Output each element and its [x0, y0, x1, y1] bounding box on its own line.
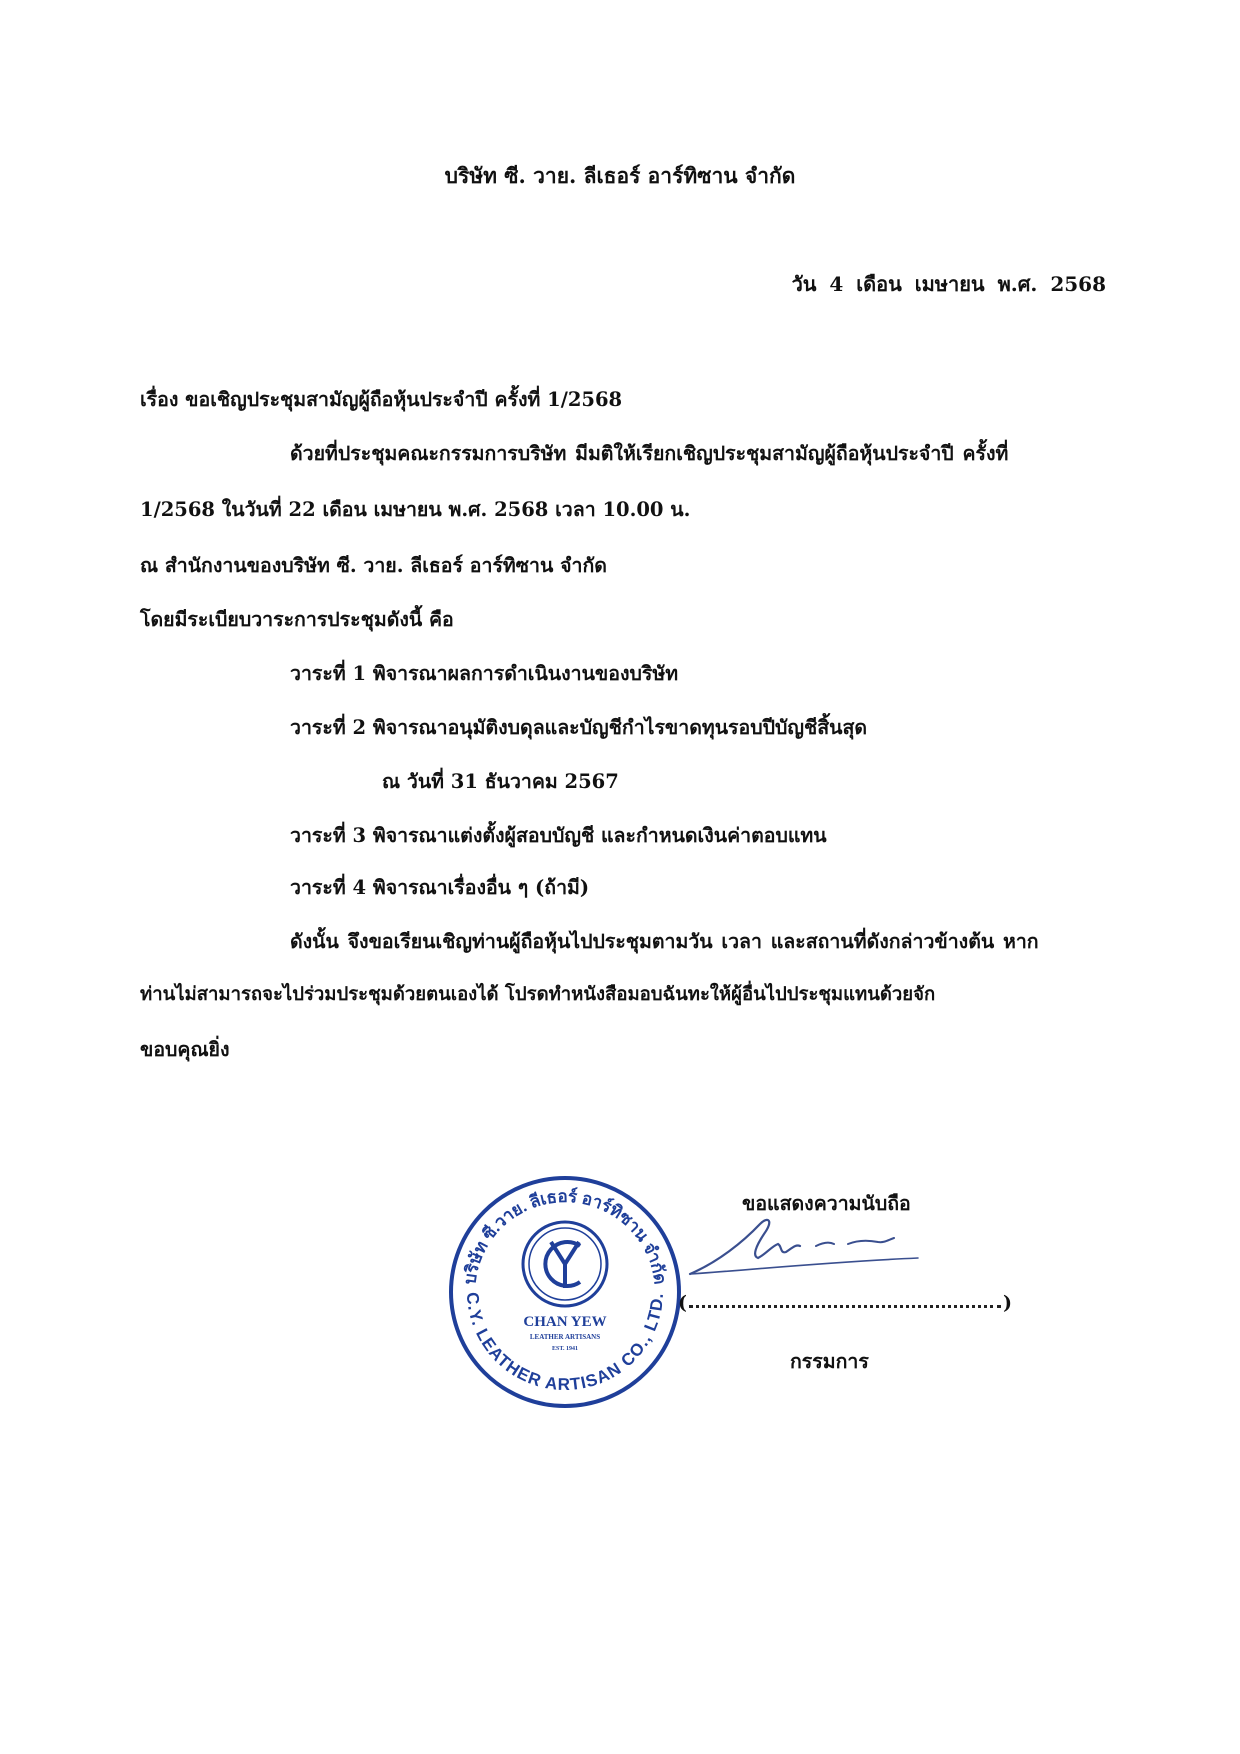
- company-title: บริษัท ซี. วาย. ลีเธอร์ อาร์ทิซาน จำกัด: [444, 163, 796, 188]
- letter-date: วัน 4 เดือน เมษายน พ.ศ. 2568: [791, 272, 1106, 296]
- body-line-4: โดยมีระเบียบวาระการประชุมดังนี้ คือ: [140, 608, 454, 631]
- agenda-item-2: วาระที่ 2 พิจารณาอนุมัติงบดุลและบัญชีกำไรขาดทุนรอบปีบัญชีสิ้นสุด: [290, 716, 868, 739]
- sign-off: ขอแสดงความนับถือ: [742, 1192, 911, 1215]
- agenda-item-2-cont: ณ วันที่ 31 ธันวาคม 2567: [382, 770, 619, 793]
- agenda-item-1: วาระที่ 1 พิจารณาผลการดำเนินงานของบริษัท: [290, 662, 679, 685]
- subject-line: เรื่อง ขอเชิญประชุมสามัญผู้ถือหุ้นประจำปี ครั้งที่ 1/2568: [140, 388, 623, 411]
- closing-line-2: ท่านไม่สามารถจะไปร่วมประชุมด้วยตนเองได้ โปรดทำหนังสือมอบฉันทะให้ผู้อื่นไปประชุมแทนด้วยจัก: [140, 984, 936, 1005]
- body-line-2: 1/2568 ในวันที่ 22 เดือน เมษายน พ.ศ. 2568 เวลา 10.00 น.: [140, 498, 691, 521]
- closing-line-3: ขอบคุณยิ่ง: [140, 1038, 230, 1061]
- seal-brand-sub: LEATHER ARTISANS: [529, 1333, 601, 1341]
- agenda-item-3: วาระที่ 3 พิจารณาแต่งตั้งผู้สอบบัญชี และกำหนดเงินค่าตอบแทน: [290, 824, 827, 847]
- dotted-line: [689, 1301, 1001, 1308]
- seal-est: EST. 1941: [552, 1346, 578, 1352]
- paren-close: ): [1003, 1292, 1012, 1314]
- company-seal: [445, 1172, 685, 1412]
- closing-line-1: ดังนั้น จึงขอเรียนเชิญท่านผู้ถือหุ้นไปประชุมตามวัน เวลา และสถานที่ดังกล่าวข้างต้น หาก: [290, 930, 1039, 953]
- agenda-item-4: วาระที่ 4 พิจารณาเรื่องอื่น ๆ (ถ้ามี): [290, 876, 590, 899]
- body-line-3: ณ สำนักงานของบริษัท ซี. วาย. ลีเธอร์ อาร์ทิซาน จำกัด: [140, 554, 607, 577]
- signature-line: [678, 1292, 1012, 1314]
- seal-english-text: C.Y. LEATHER ARTISAN CO., LTD.: [462, 1291, 668, 1395]
- signer-title: กรรมการ: [790, 1350, 869, 1373]
- seal-brand: CHAN YEW: [523, 1314, 607, 1330]
- paren-open: (: [678, 1292, 687, 1314]
- seal-outer-ring: [451, 1178, 679, 1406]
- seal-thai-text: บริษัท ซี.วาย. ลีเธอร์ อาร์ทิซาน จำกัด: [460, 1186, 670, 1286]
- handwritten-signature: [688, 1212, 928, 1282]
- body-line-1: ด้วยที่ประชุมคณะกรรมการบริษัท มีมติให้เรียกเชิญประชุมสามัญผู้ถือหุ้นประจำปี ครั้งที่: [290, 442, 1009, 465]
